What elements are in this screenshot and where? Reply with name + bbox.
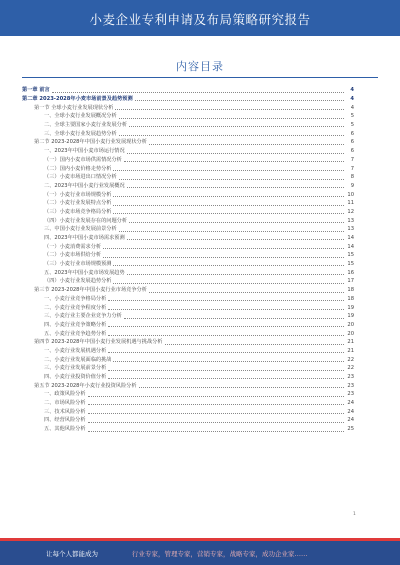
toc-entry[interactable] [22, 216, 354, 225]
toc-dot-leader [127, 273, 344, 275]
toc-entry-title: 四、小麦行业竞争策略分析 [44, 321, 107, 328]
toc-entry[interactable] [22, 416, 354, 425]
toc-entry-page: 23 [347, 382, 354, 389]
toc-entry-page: 19 [347, 313, 354, 320]
toc-entry-page: 5 [350, 113, 354, 120]
toc-entry[interactable] [22, 138, 354, 147]
toc-entry[interactable] [22, 199, 354, 208]
toc-dot-leader [127, 238, 344, 240]
toc-entry-title: （二）国内小麦价格走势分析 [44, 165, 112, 172]
toc-dot-leader [88, 412, 344, 414]
toc-entry-page: 7 [350, 156, 354, 163]
toc-entry[interactable] [22, 164, 354, 173]
toc-dot-leader [149, 291, 344, 293]
footer-slogan: 让每个人都能成为 [46, 550, 98, 558]
toc-entry[interactable] [22, 407, 354, 416]
toc-entry[interactable] [22, 399, 354, 408]
toc-dot-leader [88, 395, 344, 397]
toc-entry-title: 三、中国小麦行业发展前景分析 [44, 226, 117, 233]
toc-dot-leader [113, 360, 344, 362]
toc-entry-title: 一、2023年中国小麦市场运行情况 [44, 148, 125, 155]
toc-entry[interactable] [22, 303, 354, 312]
toc-entry-title: 三、技术风险分析 [44, 408, 86, 415]
toc-entry[interactable] [22, 86, 354, 95]
toc-entry-page: 18 [347, 287, 354, 294]
toc-entry-title: 四、小麦行业投资价值分析 [44, 374, 107, 381]
toc-entry[interactable] [22, 129, 354, 138]
toc-dot-leader [103, 256, 344, 258]
toc-dot-leader [113, 212, 344, 214]
toc-entry[interactable] [22, 251, 354, 260]
toc-entry-page: 23 [347, 374, 354, 381]
toc-entry-page: 4 [350, 104, 354, 111]
toc-entry-page: 22 [347, 356, 354, 363]
toc-entry[interactable] [22, 190, 354, 199]
toc-dot-leader [119, 134, 344, 136]
toc-dot-leader [108, 369, 344, 371]
toc-entry-page: 21 [347, 339, 354, 346]
toc-dot-leader [115, 108, 344, 110]
toc-entry[interactable] [22, 112, 354, 121]
toc-dot-leader [135, 99, 344, 101]
toc-entry[interactable] [22, 286, 354, 295]
toc-entry-title: 三、小麦行业发展前景分析 [44, 365, 107, 372]
toc-entry-page: 8 [350, 174, 354, 181]
toc-entry[interactable] [22, 234, 354, 243]
toc-entry-page: 12 [347, 208, 354, 215]
toc-entry[interactable] [22, 390, 354, 399]
toc-entry-title: 四、经营风险分析 [44, 417, 86, 424]
toc-dot-leader [88, 430, 344, 432]
toc-entry[interactable] [22, 208, 354, 217]
toc-dot-leader [113, 204, 344, 206]
toc-dot-leader [124, 317, 344, 319]
toc-dot-leader [88, 421, 344, 423]
toc-entry[interactable] [22, 182, 354, 191]
toc-entry-page: 10 [347, 191, 354, 198]
toc-entry[interactable] [22, 103, 354, 112]
toc-entry[interactable] [22, 242, 354, 251]
toc-heading: 内容目录 [176, 60, 224, 73]
footer-bar [0, 538, 400, 565]
toc-dot-leader [139, 386, 344, 388]
toc-entry[interactable] [22, 338, 354, 347]
toc-entry-page: 24 [347, 408, 354, 415]
toc-dot-leader [113, 195, 344, 197]
toc-entry[interactable] [22, 156, 354, 165]
toc-dot-leader [119, 117, 344, 119]
toc-entry-title: （三）小麦市场竞争格局分析 [44, 208, 112, 215]
toc-entry-title: （二）小麦市场供给分析 [44, 252, 102, 259]
toc-entry-title: 第二章 2023-2028年小麦市场前景及趋势预测 [22, 96, 133, 103]
toc-entry-page: 13 [347, 226, 354, 233]
toc-entry-page: 6 [350, 148, 354, 155]
toc-entry-title: 一、小麦行业竞争格局分析 [44, 295, 107, 302]
report-header-bar [0, 0, 400, 36]
toc-entry-page: 23 [347, 391, 354, 398]
toc-dot-leader [129, 221, 344, 223]
toc-dot-leader [108, 377, 344, 379]
toc-entry-title: 第四节 2023-2028年中国小麦行业发展机遇与挑战分析 [34, 339, 163, 346]
toc-entry-page: 14 [347, 243, 354, 250]
toc-entry-page: 4 [350, 96, 354, 103]
toc-dot-leader [108, 308, 344, 310]
footer-tagline: 行业专家，管理专家，营销专家，战略专家，成功企业家…… [132, 550, 308, 558]
toc-entry-title: 一、政策风险分析 [44, 391, 86, 398]
toc-entry[interactable] [22, 381, 354, 390]
toc-entry[interactable] [22, 364, 354, 373]
toc-entry-page: 5 [350, 122, 354, 129]
toc-dot-leader [103, 247, 344, 249]
page-number: 1 [353, 512, 356, 517]
toc-dot-leader [108, 334, 344, 336]
toc-dot-leader [127, 152, 344, 154]
toc-entry-title: 第五节 2023-2028年小麦行业投资风险分析 [34, 382, 137, 389]
toc-entry[interactable] [22, 95, 354, 104]
toc-dot-leader [165, 343, 345, 345]
toc-entry-title: （一）小麦行业市场规模分析 [44, 191, 112, 198]
toc-entry-title: 第一章 前言 [22, 87, 50, 94]
toc-entry-title: （二）小麦行业发展特点分析 [44, 200, 112, 207]
toc-entry-page: 11 [347, 200, 354, 207]
toc-entry-page: 22 [347, 365, 354, 372]
toc-entry-page: 6 [350, 139, 354, 146]
toc-entry-page: 14 [347, 235, 354, 242]
toc-entry-page: 21 [347, 347, 354, 354]
toc-entry[interactable] [22, 268, 354, 277]
toc-dot-leader [129, 125, 344, 127]
toc-entry-page: 6 [350, 130, 354, 137]
toc-entry-page: 18 [347, 295, 354, 302]
toc-entry[interactable] [22, 260, 354, 269]
toc-entry-title: 二、2023年中国小麦行业发展概况 [44, 182, 125, 189]
toc-entry[interactable] [22, 347, 354, 356]
toc-dot-leader [124, 160, 344, 162]
table-of-contents [22, 86, 354, 434]
toc-entry-page: 15 [347, 261, 354, 268]
toc-entry[interactable] [22, 312, 354, 321]
toc-entry-title: （一）小麦消费需求分析 [44, 243, 102, 250]
toc-entry-title: 第三节 2023-2028年中国小麦行业市场竞争分析 [34, 287, 147, 294]
toc-dot-leader [119, 178, 344, 180]
toc-dot-leader [108, 351, 344, 353]
toc-dot-leader [113, 282, 344, 284]
toc-entry-title: （三）小麦市场进出口情况分析 [44, 174, 117, 181]
toc-dot-leader [108, 299, 344, 301]
toc-entry-page: 9 [350, 182, 354, 189]
toc-entry-title: 二、市场风险分析 [44, 400, 86, 407]
toc-entry-page: 13 [347, 217, 354, 224]
toc-entry-page: 20 [347, 321, 354, 328]
toc-entry[interactable] [22, 321, 354, 330]
toc-dot-leader [149, 143, 344, 145]
toc-entry-title: （四）小麦行业发展存在的问题分析 [44, 217, 128, 224]
footer-accent-stripe [0, 538, 400, 541]
toc-entry[interactable] [22, 121, 354, 130]
toc-dot-leader [127, 186, 344, 188]
toc-dot-leader [113, 264, 344, 266]
toc-dot-leader [113, 169, 344, 171]
toc-dot-leader [52, 91, 344, 93]
toc-entry[interactable] [22, 295, 354, 304]
toc-entry[interactable] [22, 277, 354, 286]
toc-entry-title: 一、全球小麦行业发展概况分析 [44, 113, 117, 120]
toc-entry-page: 16 [347, 269, 354, 276]
toc-entry-title: 一、小麦行业发展机遇分析 [44, 347, 107, 354]
toc-entry-title: 四、2023年中国小麦市场需求预测 [44, 235, 125, 242]
toc-entry[interactable] [22, 425, 354, 434]
toc-entry-title: （一）国内小麦市场供需情况分析 [44, 156, 122, 163]
toc-entry-page: 19 [347, 304, 354, 311]
report-title: 小麦企业专利申请及布局策略研究报告 [89, 12, 311, 27]
toc-entry-title: 第二节 2023-2028年中国小麦行业发展现状分析 [34, 139, 147, 146]
toc-entry-page: 24 [347, 417, 354, 424]
toc-entry[interactable] [22, 147, 354, 156]
toc-dot-leader [108, 325, 344, 327]
toc-entry-title: （四）小麦行业发展趋势分析 [44, 278, 112, 285]
toc-entry-title: （三）小麦行业市场规模预测 [44, 261, 112, 268]
toc-entry-page: 4 [350, 87, 354, 94]
toc-entry-page: 17 [347, 278, 354, 285]
toc-entry-title: 五、小麦行业竞争趋势分析 [44, 330, 107, 337]
toc-entry-page: 7 [350, 165, 354, 172]
toc-entry-page: 15 [347, 252, 354, 259]
toc-entry-title: 五、其他风险分析 [44, 426, 86, 433]
toc-entry[interactable] [22, 173, 354, 182]
toc-entry[interactable] [22, 329, 354, 338]
toc-entry-page: 25 [347, 426, 354, 433]
toc-dot-leader [88, 403, 344, 405]
toc-entry-title: 第一节 全球小麦行业发展现状分析 [34, 104, 114, 111]
toc-entry-title: 三、小麦行业主要企业竞争力分析 [44, 313, 122, 320]
toc-entry[interactable] [22, 355, 354, 364]
toc-dot-leader [119, 230, 344, 232]
toc-entry-title: 五、2023年中国小麦市场发展趋势 [44, 269, 125, 276]
toc-entry-title: 三、全球小麦行业发展趋势分析 [44, 130, 117, 137]
toc-divider [22, 77, 378, 78]
toc-entry-page: 24 [347, 400, 354, 407]
toc-entry-title: 二、全球主要国家小麦行业发展分析 [44, 122, 128, 129]
toc-entry-title: 二、小麦行业发展面临的挑战 [44, 356, 112, 363]
toc-entry-page: 20 [347, 330, 354, 337]
toc-entry-title: 二、小麦行业竞争程度分析 [44, 304, 107, 311]
toc-entry[interactable] [22, 373, 354, 382]
toc-entry[interactable] [22, 225, 354, 234]
